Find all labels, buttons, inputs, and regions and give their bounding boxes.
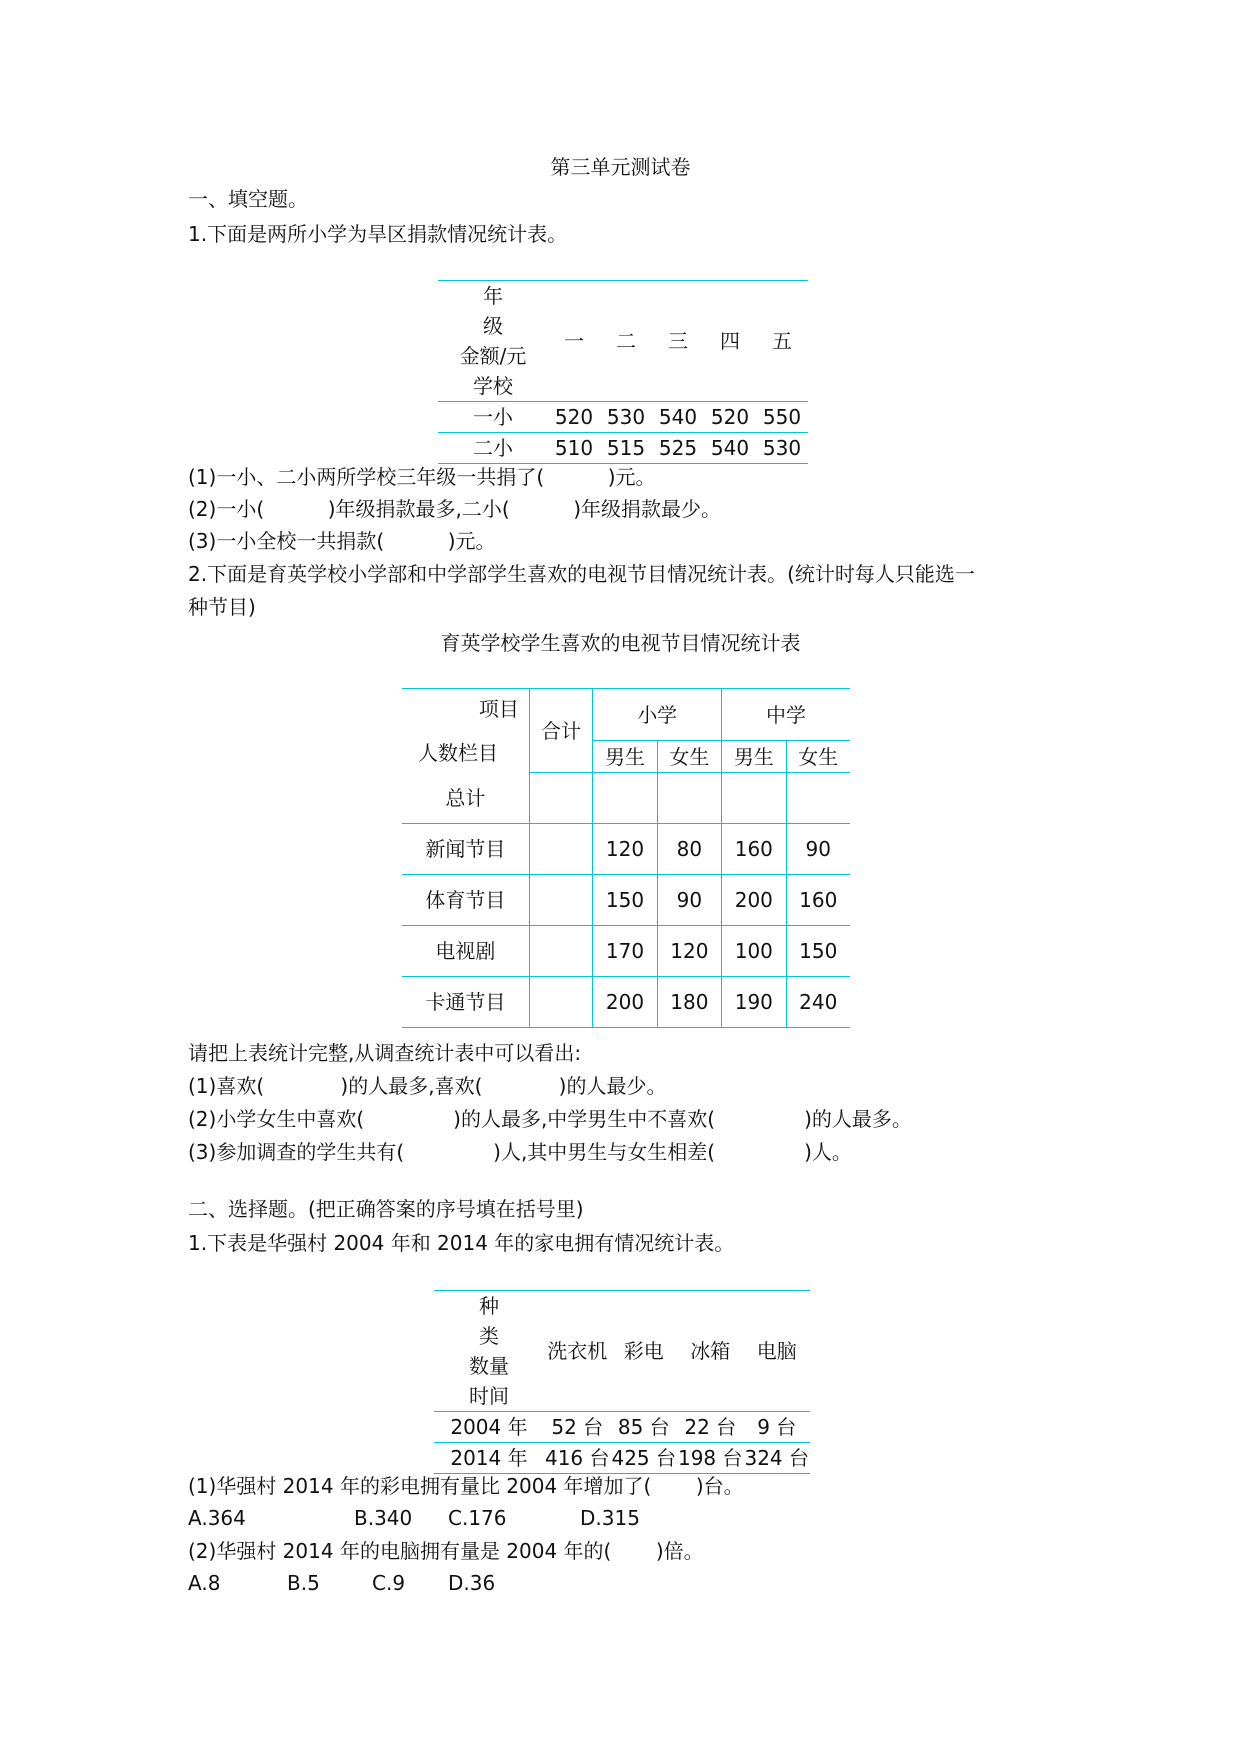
row-header: 二小 xyxy=(438,433,548,464)
table-row xyxy=(402,773,850,824)
option: D.315 xyxy=(580,1506,640,1530)
table-cell: 90 xyxy=(657,875,721,926)
column-header: 洗衣机 xyxy=(544,1291,611,1412)
corner-line: 数量 xyxy=(469,1354,509,1378)
table-cell: 540 xyxy=(704,433,756,464)
table-cell xyxy=(529,824,592,875)
column-header: 电脑 xyxy=(744,1291,811,1412)
s2-q1-sub2: (2)华强村 2014 年的电脑拥有量是 2004 年的( )倍。 xyxy=(188,1539,704,1563)
appliance-table xyxy=(434,1290,810,1474)
table-corner xyxy=(434,1291,544,1412)
row-header: 2014 年 xyxy=(434,1443,544,1474)
table-cell: 150 xyxy=(593,875,657,926)
table-cell: 170 xyxy=(593,926,657,977)
table-cell: 160 xyxy=(786,875,850,926)
q2-intro-cont: 种节目) xyxy=(188,595,256,619)
table-cell: 550 xyxy=(756,402,808,433)
table-cell xyxy=(657,773,721,824)
corner-line: 时间 xyxy=(469,1384,509,1408)
subcol-header: 女生 xyxy=(657,741,721,773)
table-cell: 120 xyxy=(657,926,721,977)
table-cell: 85 台 xyxy=(611,1412,678,1443)
row-header: 总计 xyxy=(402,773,529,824)
option: C.176 xyxy=(448,1506,507,1530)
group-header: 小学 xyxy=(593,689,722,741)
corner-bottom: 人数栏目 xyxy=(418,740,498,765)
page-title: 第三单元测试卷 xyxy=(550,155,691,179)
table-cell: 200 xyxy=(593,977,657,1028)
corner-line: 种 xyxy=(479,1294,499,1318)
row-header: 2004 年 xyxy=(434,1412,544,1443)
table-cell: 150 xyxy=(786,926,850,977)
table-cell: 100 xyxy=(722,926,786,977)
table-cell: 520 xyxy=(548,402,600,433)
corner-line: 类 xyxy=(479,1324,499,1348)
donation-table xyxy=(438,280,808,464)
q2-sub3: (3)参加调查的学生共有( )人,其中男生与女生相差( )人。 xyxy=(188,1140,852,1164)
column-header: 四 xyxy=(704,281,756,402)
table-cell: 520 xyxy=(704,402,756,433)
subcol-header: 女生 xyxy=(786,741,850,773)
q2-intro: 2.下面是育英学校小学部和中学部学生喜欢的电视节目情况统计表。(统计时每人只能选一 xyxy=(188,562,975,586)
table-cell: 240 xyxy=(786,977,850,1028)
table-cell xyxy=(722,773,786,824)
q2-sub2: (2)小学女生中喜欢( )的人最多,中学男生中不喜欢( )的人最多。 xyxy=(188,1107,912,1131)
table-cell xyxy=(529,875,592,926)
table-row xyxy=(402,926,850,977)
table-cell: 530 xyxy=(756,433,808,464)
section2-heading: 二、选择题。(把正确答案的序号填在括号里) xyxy=(188,1197,584,1221)
table-cell: 525 xyxy=(652,433,704,464)
column-header: 二 xyxy=(600,281,652,402)
table-cell xyxy=(529,926,592,977)
table-cell: 198 台 xyxy=(677,1443,744,1474)
corner-line: 年 xyxy=(483,284,503,308)
table-cell: 52 台 xyxy=(544,1412,611,1443)
table-cell: 416 台 xyxy=(544,1443,611,1474)
table-cell: 510 xyxy=(548,433,600,464)
table-row xyxy=(402,824,850,875)
q1-sub1: (1)一小、二小两所学校三年级一共捐了( )元。 xyxy=(188,465,656,489)
table-cell: 80 xyxy=(657,824,721,875)
column-header: 一 xyxy=(548,281,600,402)
row-header: 新闻节目 xyxy=(402,824,529,875)
table-cell: 9 台 xyxy=(744,1412,811,1443)
table-row xyxy=(402,875,850,926)
corner-line: 级 xyxy=(483,314,503,338)
table-row xyxy=(402,977,850,1028)
total-header: 合计 xyxy=(529,689,592,773)
column-header: 五 xyxy=(756,281,808,402)
corner-line: 金额/元 xyxy=(459,344,527,368)
q1-intro: 1.下面是两所小学为旱区捐款情况统计表。 xyxy=(188,222,568,246)
table-corner xyxy=(438,281,548,402)
option: C.9 xyxy=(372,1571,406,1595)
row-header: 电视剧 xyxy=(402,926,529,977)
option: B.5 xyxy=(287,1571,320,1595)
table-cell: 90 xyxy=(786,824,850,875)
table-cell: 540 xyxy=(652,402,704,433)
table-cell: 425 台 xyxy=(611,1443,678,1474)
column-header: 彩电 xyxy=(611,1291,678,1412)
table-cell: 190 xyxy=(722,977,786,1028)
q2-after: 请把上表统计完整,从调查统计表中可以看出: xyxy=(188,1041,582,1065)
option: B.340 xyxy=(354,1506,413,1530)
option: A.364 xyxy=(188,1506,246,1530)
table-cell xyxy=(529,977,592,1028)
row-header: 体育节目 xyxy=(402,875,529,926)
row-header: 一小 xyxy=(438,402,548,433)
table-cell: 160 xyxy=(722,824,786,875)
table-cell: 324 台 xyxy=(744,1443,811,1474)
q1-sub3: (3)一小全校一共捐款( )元。 xyxy=(188,529,496,553)
s2-q1-sub1: (1)华强村 2014 年的彩电拥有量比 2004 年增加了( )台。 xyxy=(188,1474,744,1498)
table-row xyxy=(438,433,808,464)
table-cell xyxy=(786,773,850,824)
table-cell: 22 台 xyxy=(677,1412,744,1443)
table-cell xyxy=(593,773,657,824)
s2-q1-intro: 1.下表是华强村 2004 年和 2014 年的家电拥有情况统计表。 xyxy=(188,1231,735,1255)
column-header: 冰箱 xyxy=(677,1291,744,1412)
table-cell: 120 xyxy=(593,824,657,875)
table-caption: 育英学校学生喜欢的电视节目情况统计表 xyxy=(440,631,801,655)
table-cell: 200 xyxy=(722,875,786,926)
table-row xyxy=(438,402,808,433)
table-cell: 180 xyxy=(657,977,721,1028)
table-corner xyxy=(402,689,529,773)
table-cell: 515 xyxy=(600,433,652,464)
table-cell: 530 xyxy=(600,402,652,433)
q1-sub2: (2)一小( )年级捐款最多,二小( )年级捐款最少。 xyxy=(188,497,722,521)
subcol-header: 男生 xyxy=(593,741,657,773)
column-header: 三 xyxy=(652,281,704,402)
subcol-header: 男生 xyxy=(722,741,786,773)
tv-survey-table xyxy=(402,688,850,1028)
corner-line: 学校 xyxy=(473,374,513,398)
table-cell xyxy=(529,773,592,824)
section1-heading: 一、填空题。 xyxy=(188,187,308,211)
q2-sub1: (1)喜欢( )的人最多,喜欢( )的人最少。 xyxy=(188,1074,667,1098)
table-row xyxy=(434,1443,810,1474)
table-row xyxy=(434,1412,810,1443)
group-header: 中学 xyxy=(722,689,850,741)
corner-top: 项目 xyxy=(478,696,519,721)
option: A.8 xyxy=(188,1571,221,1595)
option: D.36 xyxy=(448,1571,496,1595)
row-header: 卡通节目 xyxy=(402,977,529,1028)
